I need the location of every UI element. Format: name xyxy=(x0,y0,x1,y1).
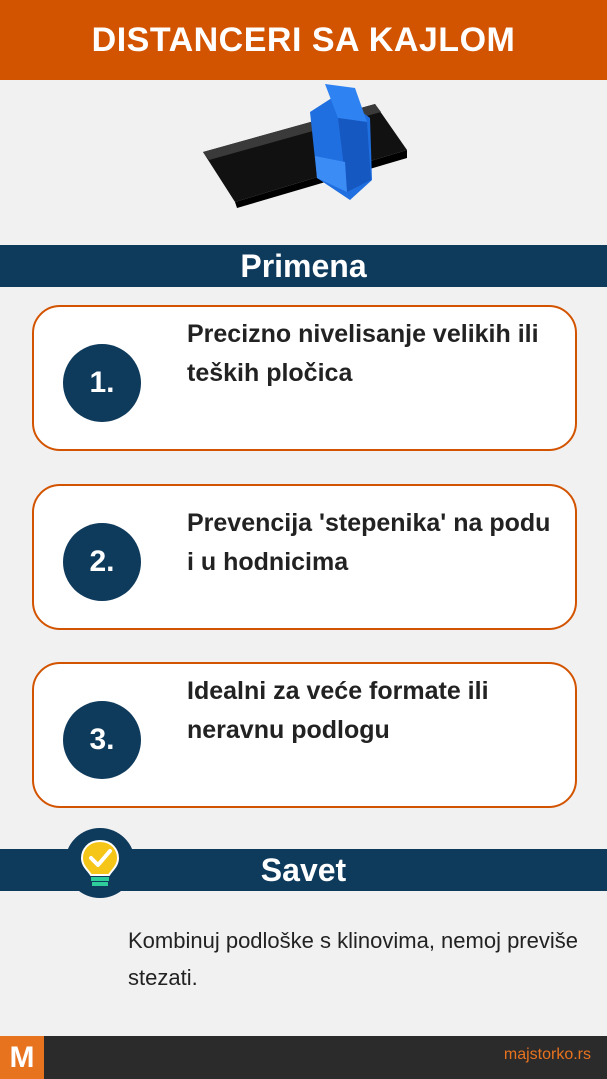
primena-card-text: Precizno nivelisanje velikih ili teških pločica xyxy=(187,320,539,387)
page-title: DISTANCERI SA KAJLOM xyxy=(91,20,516,59)
step-number-badge: 2. xyxy=(63,523,141,601)
primena-card-2 xyxy=(32,484,577,630)
primena-card-text: Prevencija 'stepenika' na podu i u hodnicima xyxy=(187,509,551,576)
primena-card-1 xyxy=(32,305,577,451)
primena-card-3 xyxy=(32,662,577,808)
primena-section-header xyxy=(0,245,607,287)
savet-text: Kombinuj podloške s klinovima, nemoj previše stezati. xyxy=(128,928,578,990)
footer-bar xyxy=(0,1036,607,1079)
primena-card-text: Idealni za veće formate ili neravnu podlogu xyxy=(187,677,489,744)
header-banner xyxy=(0,0,607,80)
tile-leveling-wedge-spacer-icon xyxy=(195,82,410,210)
step-number-badge: 3. xyxy=(63,701,141,779)
lightbulb-check-icon xyxy=(65,828,135,898)
site-link[interactable]: majstorko.rs xyxy=(503,1046,591,1063)
primena-title: Primena xyxy=(240,247,367,284)
savet-title: Savet xyxy=(260,851,347,888)
step-number-badge: 1. xyxy=(63,344,141,422)
brand-logo: M xyxy=(0,1036,44,1079)
